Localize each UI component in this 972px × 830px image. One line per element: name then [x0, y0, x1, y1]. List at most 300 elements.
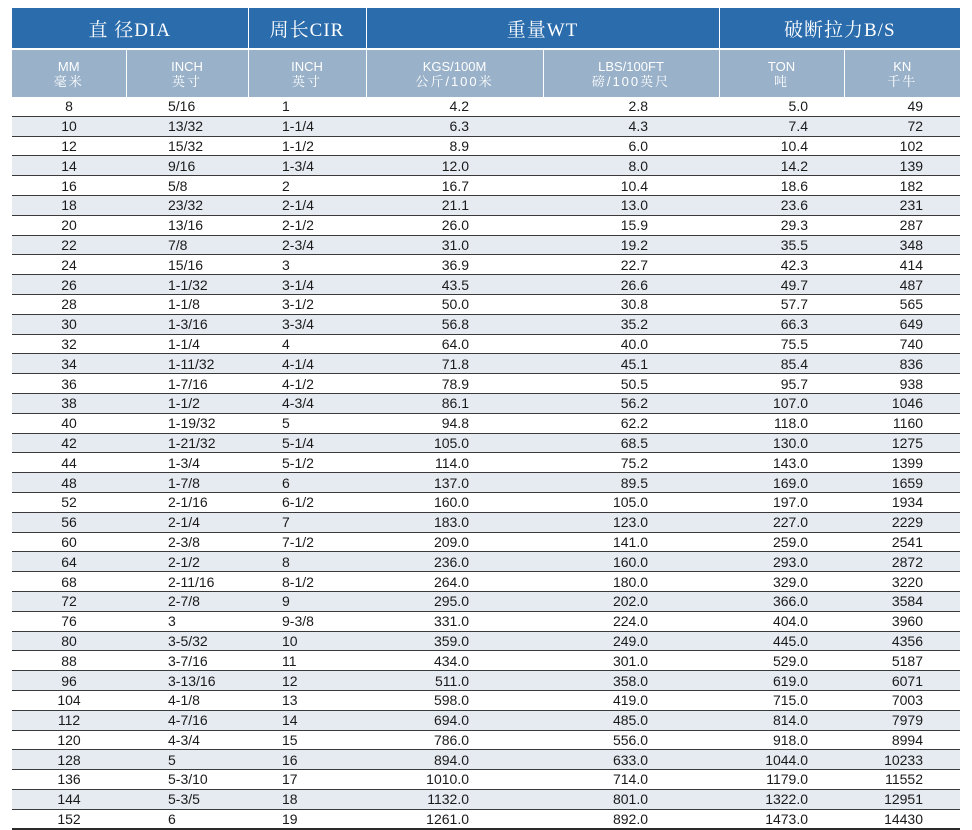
circumference-inch-cell: 5-1/2	[248, 453, 366, 473]
circumference-inch-cell: 12	[248, 671, 366, 691]
unit-header-kn	[844, 49, 960, 97]
breaking-kn-cell: 3960	[844, 611, 960, 631]
diameter-inch-cell: 15/32	[126, 136, 248, 156]
weight-kgs-cell: 511.0	[366, 671, 543, 691]
breaking-kn-cell: 4356	[844, 631, 960, 651]
table-row	[12, 275, 960, 295]
breaking-strength-header: 破断拉力B/S	[719, 8, 960, 49]
breaking-ton-cell: 42.3	[719, 255, 844, 275]
unit-label-en: KN	[893, 58, 912, 74]
circumference-inch-cell: 6	[248, 473, 366, 493]
weight-lbs-cell: 19.2	[543, 235, 719, 255]
weight-lbs-cell: 89.5	[543, 473, 719, 493]
table-row	[12, 136, 960, 156]
breaking-kn-cell: 3584	[844, 591, 960, 611]
table-row	[12, 532, 960, 552]
table-row	[12, 671, 960, 691]
weight-kgs-cell: 434.0	[366, 651, 543, 671]
weight-kgs-cell: 1010.0	[366, 770, 543, 790]
breaking-kn-cell: 6071	[844, 671, 960, 691]
diameter-mm-cell: 76	[12, 611, 126, 631]
breaking-ton-cell: 227.0	[719, 512, 844, 532]
diameter-mm-cell: 32	[12, 334, 126, 354]
breaking-ton-cell: 1179.0	[719, 770, 844, 790]
weight-kgs-cell: 105.0	[366, 433, 543, 453]
weight-lbs-cell: 8.0	[543, 156, 719, 176]
breaking-kn-cell: 7979	[844, 710, 960, 730]
unit-label-cn: 英寸	[171, 73, 202, 89]
breaking-ton-cell: 1044.0	[719, 750, 844, 770]
weight-kgs-cell: 359.0	[366, 631, 543, 651]
weight-lbs-cell: 15.9	[543, 215, 719, 235]
breaking-kn-cell: 139	[844, 156, 960, 176]
weight-kgs-cell: 36.9	[366, 255, 543, 275]
unit-header-inch-circumference	[248, 49, 366, 97]
diameter-mm-cell: 40	[12, 413, 126, 433]
table-row	[12, 413, 960, 433]
table-row	[12, 255, 960, 275]
table-row	[12, 730, 960, 750]
diameter-inch-cell: 5	[126, 750, 248, 770]
diameter-inch-cell: 15/16	[126, 255, 248, 275]
table-row	[12, 97, 960, 116]
circumference-inch-cell: 19	[248, 809, 366, 829]
circumference-inch-cell: 1-1/2	[248, 136, 366, 156]
breaking-kn-cell: 2541	[844, 532, 960, 552]
circumference-inch-cell: 4-3/4	[248, 393, 366, 413]
breaking-ton-cell: 715.0	[719, 690, 844, 710]
table-row	[12, 552, 960, 572]
weight-lbs-cell: 26.6	[543, 275, 719, 295]
weight-kgs-cell: 598.0	[366, 690, 543, 710]
diameter-mm-cell: 26	[12, 275, 126, 295]
breaking-kn-cell: 1046	[844, 393, 960, 413]
breaking-kn-cell: 72	[844, 116, 960, 136]
diameter-inch-cell: 1-3/4	[126, 453, 248, 473]
weight-lbs-cell: 358.0	[543, 671, 719, 691]
diameter-inch-cell: 9/16	[126, 156, 248, 176]
diameter-inch-cell: 2-1/16	[126, 492, 248, 512]
weight-lbs-cell: 68.5	[543, 433, 719, 453]
weight-lbs-cell: 633.0	[543, 750, 719, 770]
breaking-ton-cell: 293.0	[719, 552, 844, 572]
unit-header-lbs	[543, 49, 719, 97]
unit-label-en: KGS/100M	[422, 58, 487, 74]
breaking-ton-cell: 329.0	[719, 572, 844, 592]
unit-label-cn: 千牛	[887, 73, 918, 89]
diameter-mm-cell: 36	[12, 374, 126, 394]
table-row	[12, 334, 960, 354]
group-header-row	[12, 8, 960, 49]
rope-spec-table	[12, 8, 960, 830]
weight-kgs-cell: 56.8	[366, 314, 543, 334]
circumference-inch-cell: 8	[248, 552, 366, 572]
weight-lbs-cell: 105.0	[543, 492, 719, 512]
breaking-kn-cell: 5187	[844, 651, 960, 671]
circumference-inch-cell: 1-3/4	[248, 156, 366, 176]
unit-label-cn: 毫米	[53, 73, 84, 89]
breaking-ton-cell: 5.0	[719, 97, 844, 116]
table-row	[12, 176, 960, 196]
circumference-inch-cell: 6-1/2	[248, 492, 366, 512]
diameter-inch-cell: 3-13/16	[126, 671, 248, 691]
breaking-ton-cell: 95.7	[719, 374, 844, 394]
table-row	[12, 512, 960, 532]
breaking-ton-cell: 529.0	[719, 651, 844, 671]
circumference-inch-cell: 2-1/4	[248, 195, 366, 215]
table-row	[12, 631, 960, 651]
diameter-inch-cell: 23/32	[126, 195, 248, 215]
table-row	[12, 215, 960, 235]
breaking-ton-cell: 7.4	[719, 116, 844, 136]
table-row	[12, 374, 960, 394]
table-row	[12, 314, 960, 334]
unit-label-en: INCH	[291, 58, 323, 74]
diameter-mm-cell: 30	[12, 314, 126, 334]
diameter-inch-cell: 1-19/32	[126, 413, 248, 433]
diameter-mm-cell: 38	[12, 393, 126, 413]
diameter-inch-cell: 1-1/32	[126, 275, 248, 295]
diameter-mm-cell: 68	[12, 572, 126, 592]
breaking-kn-cell: 287	[844, 215, 960, 235]
diameter-inch-cell: 1-21/32	[126, 433, 248, 453]
weight-kgs-cell: 50.0	[366, 294, 543, 314]
weight-header: 重量WT	[366, 8, 719, 49]
breaking-kn-cell: 1659	[844, 473, 960, 493]
table-row	[12, 354, 960, 374]
diameter-mm-cell: 10	[12, 116, 126, 136]
diameter-inch-cell: 3-7/16	[126, 651, 248, 671]
weight-lbs-cell: 892.0	[543, 809, 719, 829]
breaking-kn-cell: 7003	[844, 690, 960, 710]
table-row	[12, 690, 960, 710]
diameter-mm-cell: 48	[12, 473, 126, 493]
diameter-mm-cell: 88	[12, 651, 126, 671]
breaking-ton-cell: 75.5	[719, 334, 844, 354]
weight-lbs-cell: 13.0	[543, 195, 719, 215]
breaking-ton-cell: 29.3	[719, 215, 844, 235]
weight-lbs-cell: 2.8	[543, 97, 719, 116]
diameter-inch-cell: 3	[126, 611, 248, 631]
weight-lbs-cell: 50.5	[543, 374, 719, 394]
diameter-mm-cell: 34	[12, 354, 126, 374]
unit-header-kgs	[366, 49, 543, 97]
breaking-ton-cell: 66.3	[719, 314, 844, 334]
diameter-inch-cell: 6	[126, 809, 248, 829]
breaking-ton-cell: 366.0	[719, 591, 844, 611]
weight-kgs-cell: 12.0	[366, 156, 543, 176]
diameter-mm-cell: 16	[12, 176, 126, 196]
diameter-mm-cell: 144	[12, 789, 126, 809]
circumference-inch-cell: 13	[248, 690, 366, 710]
breaking-kn-cell: 1934	[844, 492, 960, 512]
diameter-mm-cell: 22	[12, 235, 126, 255]
weight-kgs-cell: 43.5	[366, 275, 543, 295]
diameter-mm-cell: 136	[12, 770, 126, 790]
weight-kgs-cell: 236.0	[366, 552, 543, 572]
weight-kgs-cell: 264.0	[366, 572, 543, 592]
circumference-inch-cell: 8-1/2	[248, 572, 366, 592]
weight-kgs-cell: 137.0	[366, 473, 543, 493]
breaking-ton-cell: 14.2	[719, 156, 844, 176]
unit-label-cn: 吨	[774, 73, 790, 89]
breaking-kn-cell: 12951	[844, 789, 960, 809]
breaking-kn-cell: 565	[844, 294, 960, 314]
weight-kgs-cell: 64.0	[366, 334, 543, 354]
circumference-inch-cell: 3-1/2	[248, 294, 366, 314]
breaking-kn-cell: 836	[844, 354, 960, 374]
diameter-inch-cell: 1-1/8	[126, 294, 248, 314]
table-row	[12, 235, 960, 255]
weight-lbs-cell: 40.0	[543, 334, 719, 354]
breaking-kn-cell: 49	[844, 97, 960, 116]
breaking-ton-cell: 130.0	[719, 433, 844, 453]
table-row	[12, 433, 960, 453]
unit-label-en: MM	[57, 58, 80, 74]
breaking-ton-cell: 10.4	[719, 136, 844, 156]
circumference-inch-cell: 16	[248, 750, 366, 770]
breaking-ton-cell: 1322.0	[719, 789, 844, 809]
breaking-ton-cell: 49.7	[719, 275, 844, 295]
diameter-inch-cell: 4-3/4	[126, 730, 248, 750]
diameter-inch-cell: 2-1/4	[126, 512, 248, 532]
unit-header-mm	[12, 49, 126, 97]
breaking-ton-cell: 57.7	[719, 294, 844, 314]
circumference-inch-cell: 3	[248, 255, 366, 275]
weight-lbs-cell: 45.1	[543, 354, 719, 374]
diameter-inch-cell: 5-3/10	[126, 770, 248, 790]
circumference-inch-cell: 2-1/2	[248, 215, 366, 235]
weight-lbs-cell: 35.2	[543, 314, 719, 334]
breaking-kn-cell: 414	[844, 255, 960, 275]
weight-kgs-cell: 78.9	[366, 374, 543, 394]
weight-kgs-cell: 71.8	[366, 354, 543, 374]
weight-lbs-cell: 485.0	[543, 710, 719, 730]
circumference-inch-cell: 10	[248, 631, 366, 651]
breaking-kn-cell: 1275	[844, 433, 960, 453]
weight-lbs-cell: 160.0	[543, 552, 719, 572]
table-row	[12, 611, 960, 631]
diameter-inch-cell: 1-11/32	[126, 354, 248, 374]
weight-kgs-cell: 295.0	[366, 591, 543, 611]
diameter-mm-cell: 60	[12, 532, 126, 552]
breaking-kn-cell: 938	[844, 374, 960, 394]
breaking-kn-cell: 14430	[844, 809, 960, 829]
circumference-inch-cell: 2	[248, 176, 366, 196]
diameter-inch-cell: 7/8	[126, 235, 248, 255]
diameter-mm-cell: 12	[12, 136, 126, 156]
diameter-mm-cell: 8	[12, 97, 126, 116]
breaking-ton-cell: 445.0	[719, 631, 844, 651]
breaking-kn-cell: 3220	[844, 572, 960, 592]
weight-kgs-cell: 4.2	[366, 97, 543, 116]
diameter-inch-cell: 1-7/8	[126, 473, 248, 493]
weight-lbs-cell: 75.2	[543, 453, 719, 473]
breaking-ton-cell: 918.0	[719, 730, 844, 750]
weight-lbs-cell: 123.0	[543, 512, 719, 532]
table-row	[12, 393, 960, 413]
diameter-mm-cell: 64	[12, 552, 126, 572]
diameter-inch-cell: 5-3/5	[126, 789, 248, 809]
table-row	[12, 473, 960, 493]
unit-header-inch-diameter	[126, 49, 248, 97]
diameter-inch-cell: 1-1/2	[126, 393, 248, 413]
unit-label-en: TON	[767, 58, 796, 74]
diameter-mm-cell: 128	[12, 750, 126, 770]
weight-lbs-cell: 419.0	[543, 690, 719, 710]
breaking-kn-cell: 102	[844, 136, 960, 156]
weight-kgs-cell: 1261.0	[366, 809, 543, 829]
diameter-inch-cell: 2-7/8	[126, 591, 248, 611]
diameter-inch-cell: 5/16	[126, 97, 248, 116]
circumference-inch-cell: 4-1/2	[248, 374, 366, 394]
weight-kgs-cell: 160.0	[366, 492, 543, 512]
breaking-kn-cell: 2872	[844, 552, 960, 572]
circumference-inch-cell: 7	[248, 512, 366, 532]
breaking-kn-cell: 740	[844, 334, 960, 354]
breaking-ton-cell: 143.0	[719, 453, 844, 473]
diameter-inch-cell: 1-3/16	[126, 314, 248, 334]
table-row	[12, 710, 960, 730]
breaking-ton-cell: 23.6	[719, 195, 844, 215]
circumference-inch-cell: 15	[248, 730, 366, 750]
table-body	[12, 97, 960, 829]
circumference-inch-cell: 2-3/4	[248, 235, 366, 255]
circumference-inch-cell: 11	[248, 651, 366, 671]
diameter-inch-cell: 2-1/2	[126, 552, 248, 572]
table-row	[12, 809, 960, 829]
circumference-inch-cell: 18	[248, 789, 366, 809]
circumference-inch-cell: 1-1/4	[248, 116, 366, 136]
weight-kgs-cell: 694.0	[366, 710, 543, 730]
table-row	[12, 789, 960, 809]
breaking-ton-cell: 35.5	[719, 235, 844, 255]
breaking-ton-cell: 118.0	[719, 413, 844, 433]
weight-lbs-cell: 10.4	[543, 176, 719, 196]
table-row	[12, 156, 960, 176]
table-row	[12, 770, 960, 790]
breaking-ton-cell: 18.6	[719, 176, 844, 196]
unit-label-cn: 磅/100英尺	[591, 73, 671, 89]
weight-kgs-cell: 21.1	[366, 195, 543, 215]
weight-kgs-cell: 209.0	[366, 532, 543, 552]
diameter-mm-cell: 28	[12, 294, 126, 314]
diameter-mm-cell: 72	[12, 591, 126, 611]
unit-label-en: INCH	[171, 58, 203, 74]
diameter-header: 直 径DIA	[12, 8, 248, 49]
diameter-inch-cell: 4-1/8	[126, 690, 248, 710]
diameter-mm-cell: 24	[12, 255, 126, 275]
weight-kgs-cell: 331.0	[366, 611, 543, 631]
circumference-inch-cell: 5	[248, 413, 366, 433]
weight-kgs-cell: 26.0	[366, 215, 543, 235]
breaking-kn-cell: 649	[844, 314, 960, 334]
diameter-inch-cell: 4-7/16	[126, 710, 248, 730]
table-row	[12, 492, 960, 512]
diameter-mm-cell: 80	[12, 631, 126, 651]
circumference-header: 周长CIR	[248, 8, 366, 49]
weight-lbs-cell: 224.0	[543, 611, 719, 631]
breaking-ton-cell: 107.0	[719, 393, 844, 413]
weight-lbs-cell: 22.7	[543, 255, 719, 275]
unit-header-row	[12, 49, 960, 97]
diameter-mm-cell: 152	[12, 809, 126, 829]
breaking-ton-cell: 85.4	[719, 354, 844, 374]
diameter-mm-cell: 112	[12, 710, 126, 730]
diameter-inch-cell: 13/32	[126, 116, 248, 136]
circumference-inch-cell: 7-1/2	[248, 532, 366, 552]
table-row	[12, 116, 960, 136]
diameter-mm-cell: 20	[12, 215, 126, 235]
table-row	[12, 750, 960, 770]
circumference-inch-cell: 9-3/8	[248, 611, 366, 631]
breaking-ton-cell: 619.0	[719, 671, 844, 691]
circumference-inch-cell: 4	[248, 334, 366, 354]
diameter-mm-cell: 120	[12, 730, 126, 750]
breaking-kn-cell: 10233	[844, 750, 960, 770]
circumference-inch-cell: 3-1/4	[248, 275, 366, 295]
weight-lbs-cell: 4.3	[543, 116, 719, 136]
circumference-inch-cell: 5-1/4	[248, 433, 366, 453]
breaking-kn-cell: 1160	[844, 413, 960, 433]
weight-kgs-cell: 183.0	[366, 512, 543, 532]
weight-lbs-cell: 62.2	[543, 413, 719, 433]
weight-lbs-cell: 801.0	[543, 789, 719, 809]
diameter-mm-cell: 56	[12, 512, 126, 532]
unit-label-en: LBS/100FT	[598, 58, 664, 74]
weight-lbs-cell: 249.0	[543, 631, 719, 651]
diameter-inch-cell: 2-11/16	[126, 572, 248, 592]
diameter-mm-cell: 18	[12, 195, 126, 215]
diameter-inch-cell: 2-3/8	[126, 532, 248, 552]
unit-header-ton	[719, 49, 844, 97]
circumference-inch-cell: 1	[248, 97, 366, 116]
breaking-ton-cell: 814.0	[719, 710, 844, 730]
diameter-mm-cell: 104	[12, 690, 126, 710]
diameter-inch-cell: 3-5/32	[126, 631, 248, 651]
breaking-ton-cell: 1473.0	[719, 809, 844, 829]
table-row	[12, 453, 960, 473]
diameter-mm-cell: 14	[12, 156, 126, 176]
breaking-kn-cell: 1399	[844, 453, 960, 473]
weight-lbs-cell: 30.8	[543, 294, 719, 314]
weight-kgs-cell: 786.0	[366, 730, 543, 750]
weight-kgs-cell: 1132.0	[366, 789, 543, 809]
weight-kgs-cell: 894.0	[366, 750, 543, 770]
weight-lbs-cell: 202.0	[543, 591, 719, 611]
diameter-inch-cell: 1-7/16	[126, 374, 248, 394]
breaking-ton-cell: 404.0	[719, 611, 844, 631]
table-row	[12, 651, 960, 671]
circumference-inch-cell: 4-1/4	[248, 354, 366, 374]
diameter-mm-cell: 42	[12, 433, 126, 453]
breaking-ton-cell: 197.0	[719, 492, 844, 512]
weight-lbs-cell: 6.0	[543, 136, 719, 156]
weight-lbs-cell: 180.0	[543, 572, 719, 592]
breaking-kn-cell: 348	[844, 235, 960, 255]
breaking-kn-cell: 8994	[844, 730, 960, 750]
weight-kgs-cell: 8.9	[366, 136, 543, 156]
unit-label-cn: 英寸	[291, 73, 322, 89]
table-row	[12, 294, 960, 314]
table-row	[12, 195, 960, 215]
breaking-ton-cell: 169.0	[719, 473, 844, 493]
weight-lbs-cell: 141.0	[543, 532, 719, 552]
weight-kgs-cell: 31.0	[366, 235, 543, 255]
breaking-kn-cell: 231	[844, 195, 960, 215]
circumference-inch-cell: 17	[248, 770, 366, 790]
diameter-mm-cell: 52	[12, 492, 126, 512]
